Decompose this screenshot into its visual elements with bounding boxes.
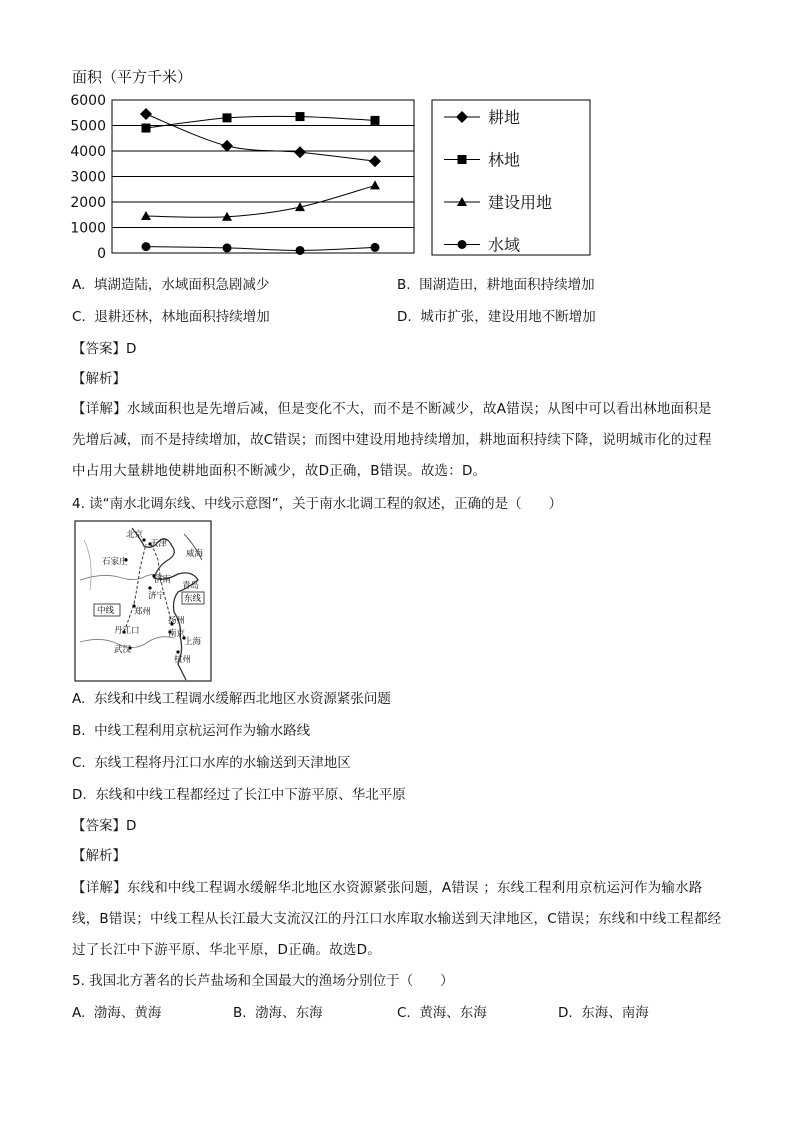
south-north-water-map <box>74 520 212 682</box>
map-label-hangzhou: 杭州 <box>174 655 192 665</box>
point-2-3 <box>370 180 380 189</box>
line-chart <box>60 90 600 265</box>
map-label-qingdao: 青岛 <box>182 581 200 591</box>
map-label-weihai: 威海 <box>186 549 204 559</box>
q4-option-a: A. 东线和中线工程调水缓解西北地区水资源紧张问题 <box>72 691 391 707</box>
y-tick-label: 2000 <box>70 195 106 211</box>
point-3-1 <box>223 243 232 252</box>
series-line-2 <box>146 185 375 217</box>
q4-detail: 【详解】东线和中线工程调水缓解华北地区水资源紧张问题，A错误 ；东线工程利用京杭运河作为输水路线，B错误；中线工程从长江最大支流汉江的丹江口水库取水输送到天津地区，C错误；东线和中线工程都经过了长江中下游平原、华北平原，D正确。故选D。 <box>72 880 722 958</box>
point-0-0 <box>140 108 152 120</box>
legend-marker-3 <box>458 240 467 249</box>
q4-analysis-label: 【解析】 <box>72 848 126 864</box>
series-line-0 <box>146 114 375 161</box>
point-1-2 <box>296 112 305 121</box>
legend-label-0: 耕地 <box>488 108 521 127</box>
legend-marker-1 <box>458 155 467 164</box>
map-label-danjiangkou: 丹江口 <box>114 626 140 636</box>
y-tick-label: 4000 <box>70 144 106 160</box>
q5-option-d: D. 东海、南海 <box>558 1005 649 1021</box>
q3-analysis-label: 【解析】 <box>72 371 126 387</box>
q5-option-c: C. 黄海、东海 <box>397 1005 487 1021</box>
map-label-wuhan: 武汉 <box>114 645 132 655</box>
map-label-shanghai: 上海 <box>184 637 202 647</box>
q4-answer: 【答案】D <box>72 818 137 834</box>
chart-y-title: 面积（平方千米） <box>72 68 193 86</box>
series-line-1 <box>146 116 375 128</box>
point-0-2 <box>294 146 306 158</box>
point-2-0 <box>141 211 151 220</box>
y-tick-label: 1000 <box>70 220 106 237</box>
series-line-3 <box>146 247 375 251</box>
map-label-nanjing: 南京 <box>168 629 186 639</box>
q3-detail: 【详解】水域面积也是先增后减，但是变化不大，而不是不断减少，故A错误；从图中可以看出林地面积是先增后减，而不是持续增加，故C错误；而图中建设用地持续增加，耕地面积持续下降，说明城市化的过程中占用大量耕地使耕地面积不断减少，故D正确，B错误。故选：D。 <box>72 401 712 479</box>
point-1-3 <box>371 116 380 125</box>
y-tick-label: 6000 <box>70 93 106 109</box>
q3-option-c: C. 退耕还林，林地面积持续增加 <box>72 309 270 325</box>
map-label-east-route: 东线 <box>184 594 202 604</box>
point-3-2 <box>296 246 305 255</box>
map-label-beijing: 北京 <box>126 530 144 540</box>
q3-option-d: D. 城市扩张，建设用地不断增加 <box>397 309 596 325</box>
q4-option-b: B. 中线工程利用京杭运河作为输水路线 <box>72 723 311 739</box>
point-3-3 <box>371 243 380 252</box>
q5-stem: 5. 我国北方著名的长芦盐场和全国最大的渔场分别位于（ ） <box>72 973 454 989</box>
q4-stem: 4. 读“南水北调东线、中线示意图”，关于南水北调工程的叙述，正确的是（ ） <box>72 496 563 512</box>
q4-option-d: D. 东线和中线工程都经过了长江中下游平原、华北平原 <box>72 787 406 803</box>
point-3-0 <box>142 242 151 251</box>
map-label-shijiazhuang: 石家庄 <box>102 557 128 567</box>
q3-answer: 【答案】D <box>72 341 137 357</box>
map-label-zhengzhou: 郑州 <box>134 607 152 617</box>
y-tick-label: 5000 <box>70 118 106 135</box>
q4-option-c: C. 东线工程将丹江口水库的水输送到天津地区 <box>72 755 351 771</box>
legend-label-1: 林地 <box>488 150 521 170</box>
map-label-jining: 济宁 <box>148 591 166 601</box>
map-label-yangzhou: 扬州 <box>168 616 186 626</box>
map-label-middle-route: 中线 <box>97 606 115 616</box>
legend-label-3: 水域 <box>488 235 521 255</box>
map-label-jinan: 济南 <box>154 575 172 585</box>
point-0-1 <box>221 140 233 152</box>
q3-option-a: A. 填湖造陆，水域面积急剧减少 <box>72 277 270 293</box>
point-1-0 <box>142 124 151 133</box>
y-tick-label: 3000 <box>70 169 106 186</box>
legend-marker-0 <box>456 111 468 123</box>
legend-label-2: 建设用地 <box>488 193 553 212</box>
q3-option-b: B. 围湖造田，耕地面积持续增加 <box>397 277 595 293</box>
point-0-3 <box>369 155 381 167</box>
point-1-1 <box>223 113 232 122</box>
q5-option-b: B. 渤海、东海 <box>233 1005 323 1021</box>
q5-option-a: A. 渤海、黄海 <box>72 1005 162 1021</box>
y-tick-label: 0 <box>97 246 106 262</box>
map-label-tianjin: 天津 <box>150 539 168 549</box>
